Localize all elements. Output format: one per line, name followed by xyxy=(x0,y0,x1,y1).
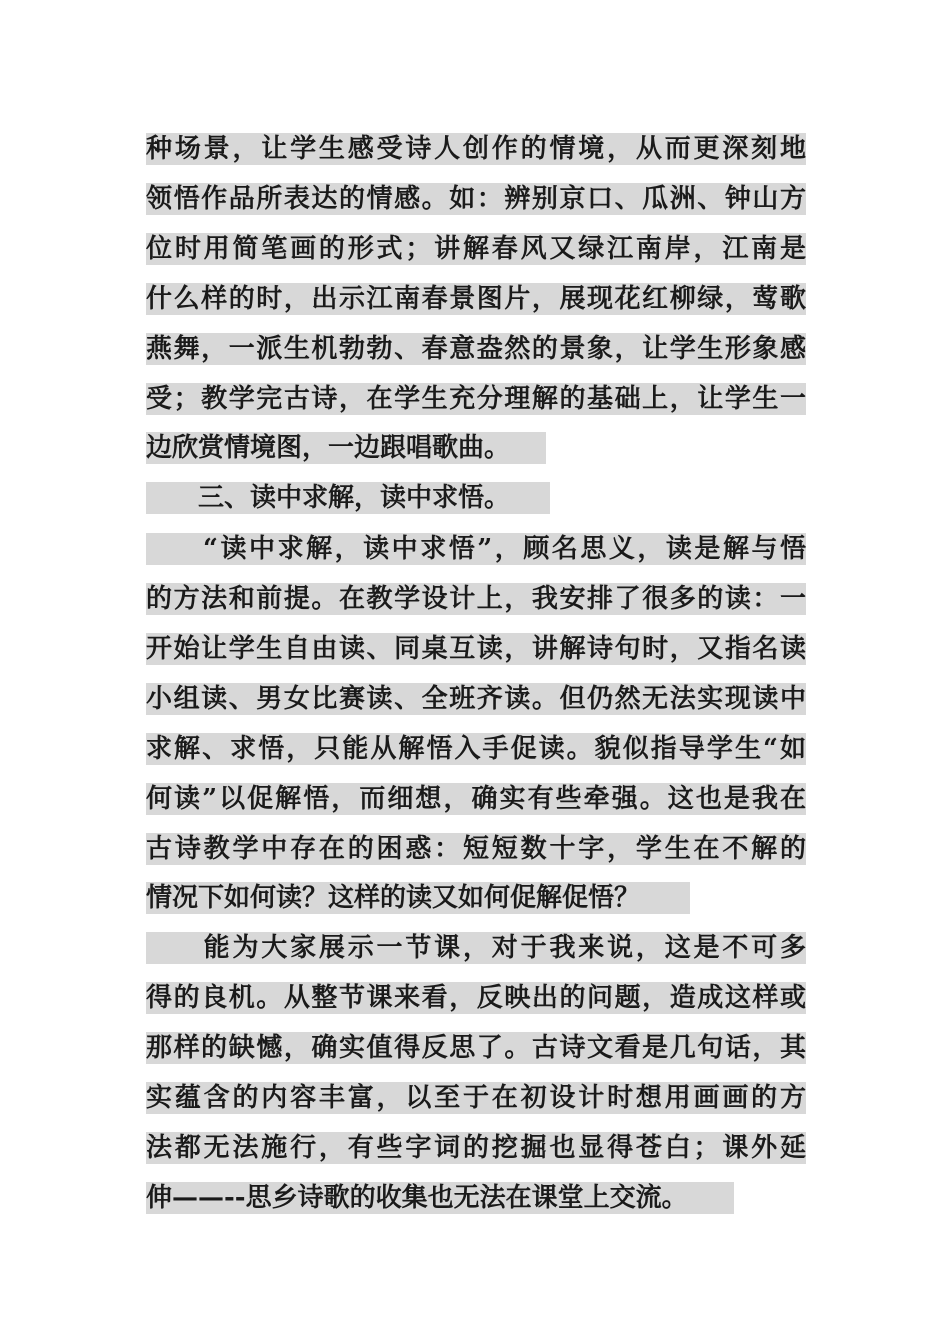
text-line: 古诗教学中存在的困惑：短短数十字，学生在不解的 xyxy=(146,834,806,864)
text-line: 实蕴含的内容丰富，以至于在初设计时想用画画的方 xyxy=(146,1083,806,1113)
text-line: “读中求解，读中求悟”，顾名思义，读是解与悟 xyxy=(146,534,806,564)
text-line: 法都无法施行，有些字词的挖掘也显得苍白；课外延 xyxy=(146,1133,806,1163)
text-line: 燕舞，一派生机勃勃、春意盎然的景象，让学生形象感 xyxy=(146,334,806,364)
text-line: 小组读、男女比赛读、全班齐读。但仍然无法实现读中 xyxy=(146,684,806,714)
text-line: 何读”以促解悟，而细想，确实有些牵强。这也是我在 xyxy=(146,784,806,814)
text-line: 位时用简笔画的形式；讲解春风又绿江南岸，江南是 xyxy=(146,234,806,264)
text-line: 能为大家展示一节课，对于我来说，这是不可多 xyxy=(146,933,806,963)
text-line: 伸——--思乡诗歌的收集也无法在课堂上交流。 xyxy=(146,1182,734,1214)
text-line: 开始让学生自由读、同桌互读，讲解诗句时，又指名读 xyxy=(146,634,806,664)
section-heading: 三、读中求解，读中求悟。 xyxy=(146,482,550,514)
text-line: 领悟作品所表达的情感。如：辨别京口、瓜洲、钟山方 xyxy=(146,184,806,214)
text-line: 的方法和前提。在教学设计上，我安排了很多的读：一 xyxy=(146,584,806,614)
text-line: 边欣赏情境图，一边跟唱歌曲。 xyxy=(146,432,546,464)
text-line: 受；教学完古诗，在学生充分理解的基础上，让学生一 xyxy=(146,384,806,414)
text-line: 种场景，让学生感受诗人创作的情境，从而更深刻地 xyxy=(146,134,806,164)
text-line: 什么样的时，出示江南春景图片，展现花红柳绿，莺歌 xyxy=(146,284,806,314)
text-line: 那样的缺憾，确实值得反思了。古诗文看是几句话，其 xyxy=(146,1033,806,1063)
text-line: 情况下如何读？这样的读又如何促解促悟？ xyxy=(146,882,690,914)
text-line: 得的良机。从整节课来看，反映出的问题，造成这样或 xyxy=(146,983,806,1013)
text-line: 求解、求悟，只能从解悟入手促读。貌似指导学生“如 xyxy=(146,734,806,764)
